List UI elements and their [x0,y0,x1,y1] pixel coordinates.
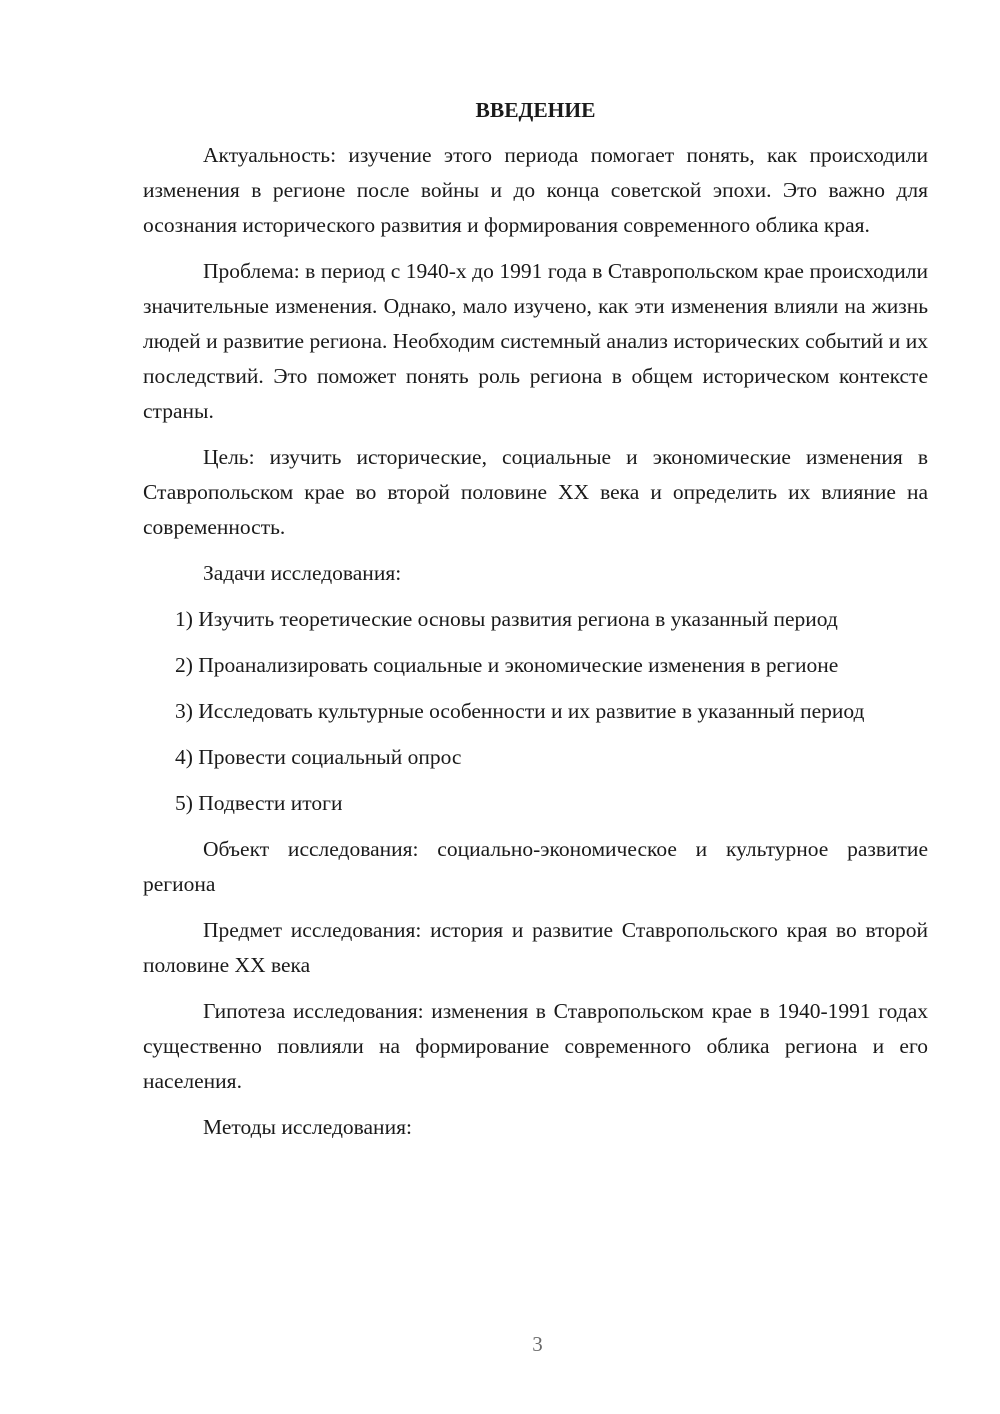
task-item: 4) Провести социальный опрос [175,745,462,769]
subject-paragraph: Предмет исследования: история и развитие Ставропольского края во второй половине XX века [143,918,928,977]
methods-title: Методы исследования: [203,1115,412,1139]
tasks-list [143,602,928,821]
section-heading: ВВЕДЕНИЕ [475,98,596,122]
problem-paragraph: Проблема: в период с 1940-х до 1991 года в Ставропольском крае происходили значительные изменения. Однако, мало изучено, как эти изменения влияли на жизнь людей и развитие региона. Необходим системный анализ исторических событий и их последствий. Это поможет понять роль региона в общем историческом контексте страны. [143,259,928,423]
page-number: 3 [532,1332,543,1356]
task-item: 3) Исследовать культурные особенности и их развитие в указанный период [175,699,865,723]
task-item: 2) Проанализировать социальные и экономические изменения в регионе [175,653,839,677]
task-item: 1) Изучить теоретические основы развития региона в указанный период [175,607,838,631]
relevance-paragraph: Актуальность: изучение этого периода помогает понять, как происходили изменения в регионе после войны и до конца советской эпохи. Это важно для осознания исторического развития и формирования современного облика края. [143,143,928,237]
task-item: 5) Подвести итоги [175,791,343,815]
hypothesis-paragraph: Гипотеза исследования: изменения в Ставропольском крае в 1940-1991 годах существенно повлияли на формирование современного облика региона и его населения. [143,999,928,1093]
page-content [143,93,928,1156]
tasks-title: Задачи исследования: [203,561,402,585]
object-paragraph: Объект исследования: социально-экономическое и культурное развитие региона [143,837,928,896]
goal-paragraph: Цель: изучить исторические, социальные и экономические изменения в Ставропольском крае во второй половине XX века и определить их влияние на современность. [143,445,928,539]
